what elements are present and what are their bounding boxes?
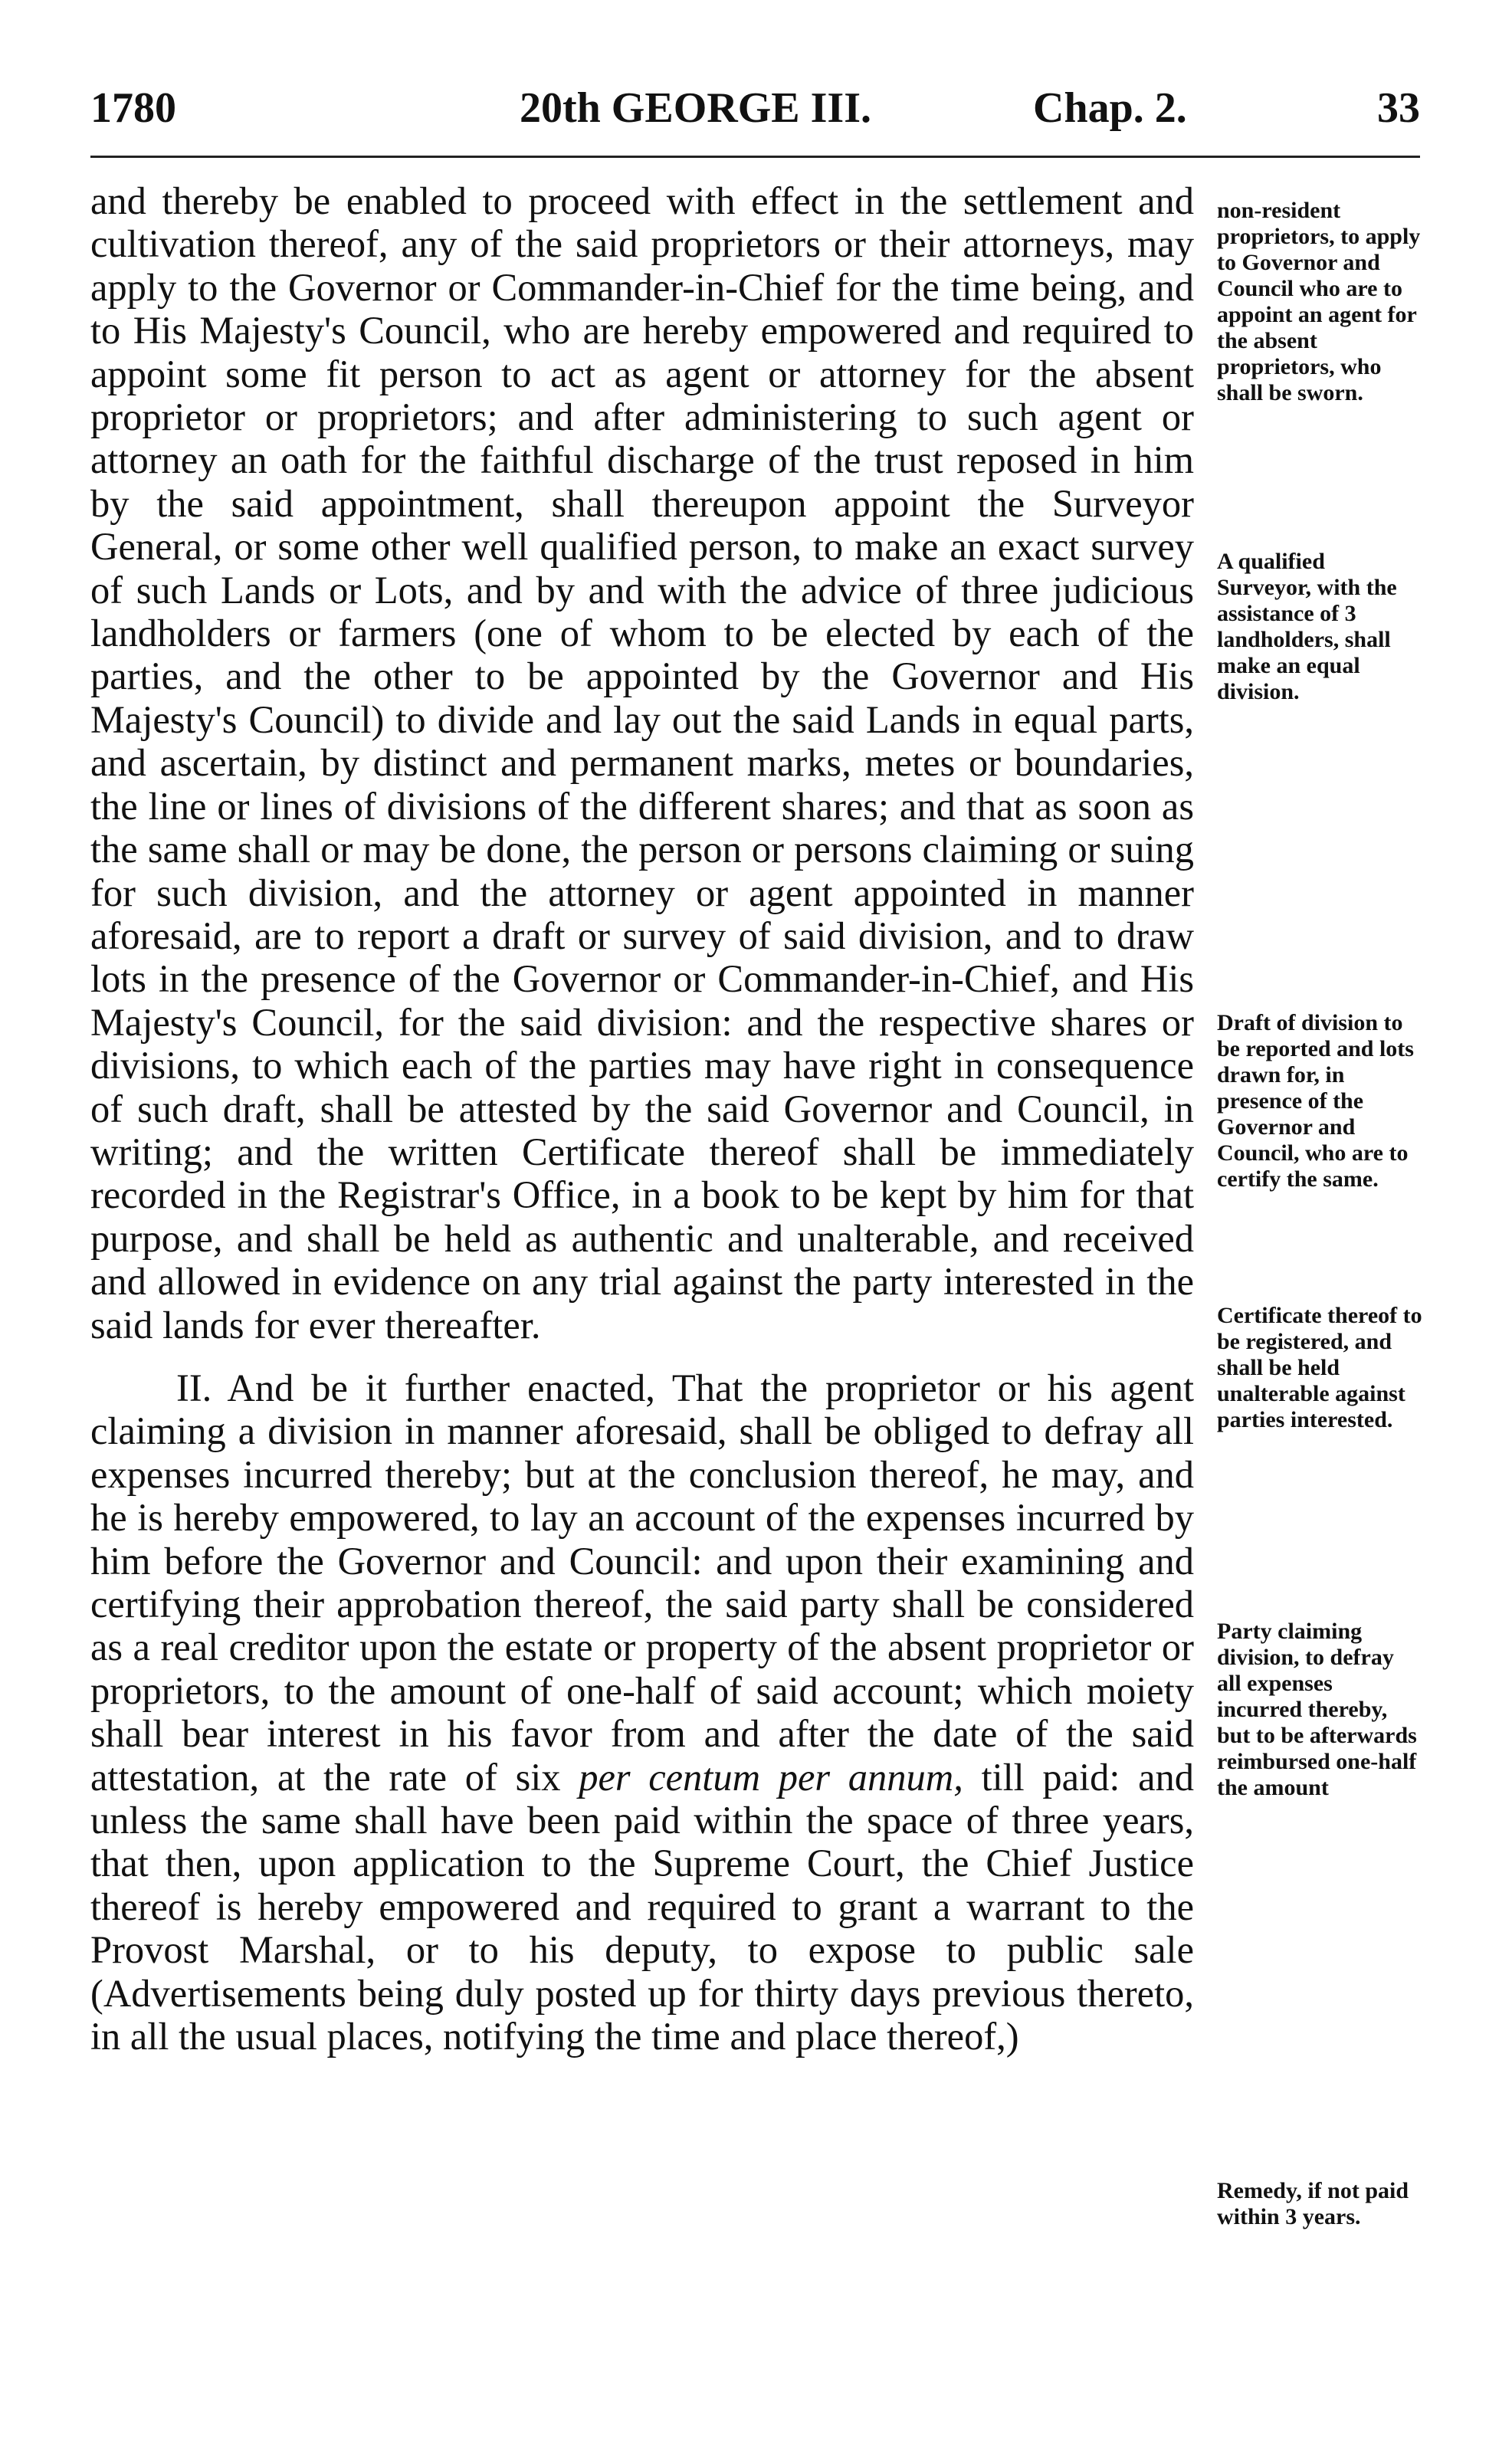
header-page-number: 33	[1377, 84, 1420, 132]
header-year: 1780	[90, 84, 176, 132]
margin-note-6: Remedy, if not paid within 3 years.	[1217, 2178, 1409, 2229]
paragraph-1: and thereby be enabled to proceed with effect in the settlement and cultivation thereof, any of the said proprietors or their attorneys, may apply to the Governor or Commander-in-Chief for the time being, and to His Majesty's Council, who are hereby empowered and required to appoint some fit person to act as agent or attorney for the absent proprietor or proprietors; and after administering to such agent or attorney an oath for the faithful discharge of the trust reposed in him by the said appointment, shall thereupon appoint the Surveyor General, or some other well qualified person, to make an exact survey of such Lands or Lots, and by and with the advice of three judicious landholders or farmers (one of whom to be elected by each of the parties, and the other to be appointed by the Governor and His Majesty's Council) to divide and lay out the said Lands in equal parts, and ascertain, by distinct and permanent marks, metes or boundaries, the line or lines of divisions of the different shares; and that as soon as the same shall or may be done, the person or persons claiming or suing for such division, and the attorney or agent appointed in manner aforesaid, are to report a draft or survey of said division, and to draw lots in the presence of the Governor or Commander-in-Chief, and His Majesty's Council, for the said division: and the respective shares or divisions, to which each of the parties may have right in consequence of such draft, shall be attested by the said Governor and Council, in writing; and the written Certificate thereof shall be immediately recorded in the Registrar's Office, in a book to be kept by him for that purpose, and shall be held as authentic and unalterable, and received and allowed in evidence on any trial against the party interested in the said lands for ever thereafter.	[90, 179, 1194, 1347]
header-reign: 20th GEORGE III.	[520, 84, 871, 132]
margin-note-2: A qualified Surveyor, with the assistance of 3 landholders, shall make an equal division.	[1217, 549, 1397, 704]
margin-note-5: Party claiming division, to defray all expenses incurred thereby, but to be afterwards reimbursed one-half the amount	[1217, 1619, 1417, 1800]
margin-note-3: Draft of division to be reported and lots drawn for, in presence of the Governor and Council, who are to certify the same.	[1217, 1010, 1414, 1192]
paragraph-2-end: till paid: and unless the same shall have been paid within the space of three years, that then, upon application to the Supreme Court, the Chief Justice thereof is hereby empowered and required to grant a warrant to the Provost Marshal, or to his deputy, to expose to public sale (Advertisements being duly posted up for thirty days previous thereto, in all the usual places, notifying the time and place thereof,)	[90, 1755, 1194, 2058]
margin-note-4: Certificate thereof to be registered, and shall be held unalterable against parties interested.	[1217, 1303, 1422, 1432]
page-header	[90, 74, 1420, 143]
margin-note-1: non-resident proprietors, to apply to Governor and Council who are to appoint an agent for the absent proprietors, who shall be sworn.	[1217, 198, 1421, 405]
paragraph-2	[90, 1366, 1194, 2058]
paragraph-2-italic: per centum per annum,	[579, 1755, 963, 1799]
header-rule	[90, 156, 1420, 158]
header-chapter: Chap. 2.	[1033, 84, 1187, 132]
paragraph-2-start: II. And be it further enacted, That the proprietor or his agent claiming a division in manner aforesaid, shall be obliged to defray all expenses incurred thereby; but at the conclusion thereof, he may, and he is hereby empowered, to lay an account of the expenses incurred by him before the Governor and Council: and upon their examining and certifying their approbation thereof, the said party shall be considered as a real creditor upon the estate or property of the absent proprietor or proprietors, to the amount of one-half of said account; which moiety shall bear interest in his favor from and after the date of the said attestation, at the rate of six	[90, 1366, 1194, 1799]
main-text	[90, 179, 1194, 2058]
